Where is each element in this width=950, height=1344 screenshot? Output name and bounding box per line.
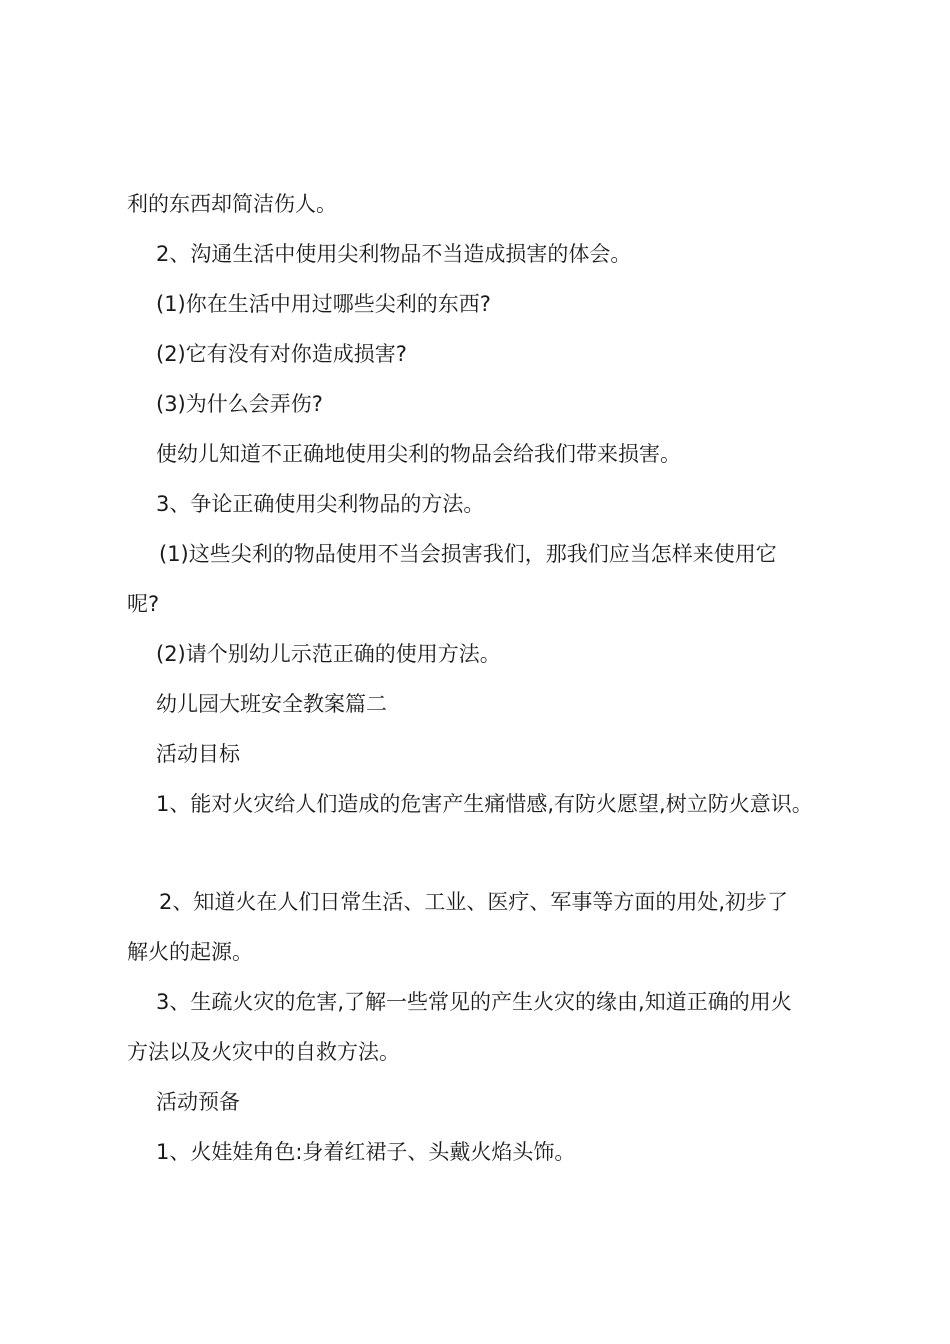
paragraph-line: 1、火娃娃角色:身着红裙子、头戴火焰头饰。 (156, 1140, 576, 1164)
paragraph-line: (3)为什么会弄伤? (156, 392, 323, 416)
section-heading: 活动目标 (156, 742, 240, 766)
paragraph-line: 3、争论正确使用尖利物品的方法。 (156, 492, 485, 516)
paragraph-line: 2、知道火在人们日常生活、工业、医疗、军事等方面的用处,初步了 (159, 890, 789, 914)
paragraph-line: 使幼儿知道不正确地使用尖利的物品会给我们带来损害。 (156, 442, 681, 466)
paragraph-line: 3、生疏火灾的危害,了解一些常见的产生火灾的缘由,知道正确的用火 (156, 990, 792, 1014)
paragraph-line: 方法以及火灾中的自救方法。 (127, 1040, 400, 1064)
paragraph-line: (2)它有没有对你造成损害? (156, 342, 407, 366)
paragraph-line: 解火的起源。 (127, 940, 253, 964)
paragraph-line: (1)这些尖利的物品使用不当会损害我们，那我们应当怎样来使用它 (159, 542, 777, 566)
paragraph-line: 呢? (127, 592, 160, 616)
paragraph-line: 2、沟通生活中使用尖利物品不当造成损害的体会。 (156, 242, 632, 266)
section-heading: 活动预备 (156, 1090, 240, 1114)
paragraph-line: (2)请个别幼儿示范正确的使用方法。 (156, 642, 501, 666)
section-heading: 幼儿园大班安全教案篇二 (156, 692, 387, 716)
paragraph-line: 1、能对火灾给人们造成的危害产生痛惜感,有防火愿望,树立防火意识。 (156, 792, 813, 816)
paragraph-line: 利的东西却简洁伤人。 (127, 192, 337, 216)
paragraph-line: (1)你在生活中用过哪些尖利的东西? (156, 292, 491, 316)
